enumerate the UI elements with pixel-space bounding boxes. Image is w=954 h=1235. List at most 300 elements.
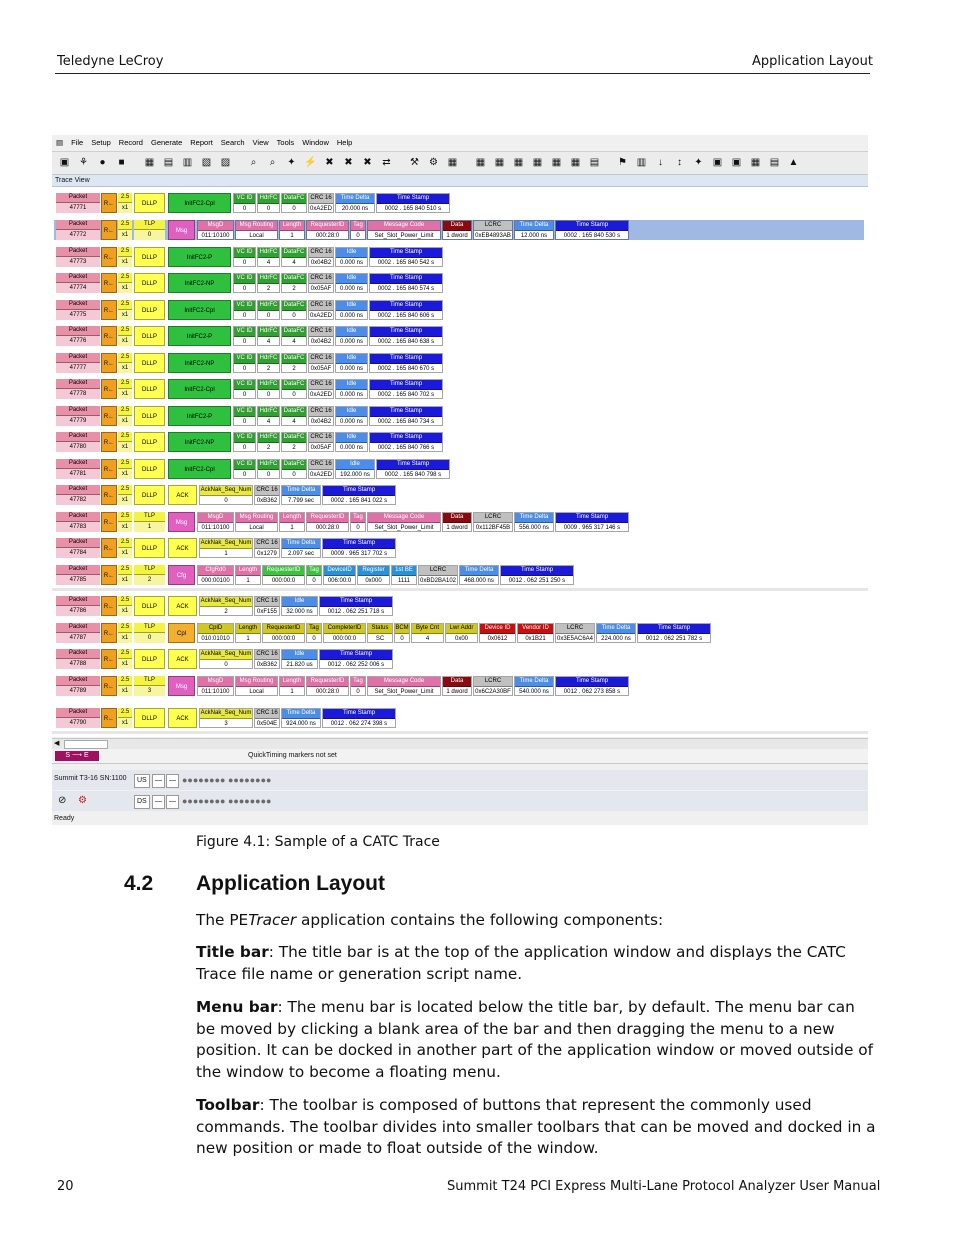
toolbar-icon[interactable]: ▦ — [570, 157, 581, 168]
header-left: Teledyne LeCroy — [57, 54, 164, 69]
trace-area — [52, 187, 868, 737]
field-cell — [335, 247, 368, 267]
field-cell-value: 0002 . 165 840 734 s — [370, 417, 442, 426]
field-cell — [322, 538, 396, 558]
field-cell-value: 0 — [395, 634, 409, 643]
field-cell-label: CRC 16 — [309, 433, 333, 443]
field-cell — [279, 676, 305, 696]
toolbar-icon[interactable]: ⚒ — [410, 157, 419, 168]
field-cell-label: Message Code — [368, 221, 440, 231]
field-cell — [322, 485, 396, 505]
field-cell — [257, 432, 280, 452]
field-cell-label: Time Stamp — [370, 433, 442, 443]
field-cell-value: 192.000 ns — [336, 470, 374, 479]
field-cell-label: CRC 16 — [255, 539, 279, 549]
field-cell — [376, 459, 450, 479]
field-cell-value: 556.000 ns — [515, 523, 553, 532]
field-cell-value: 0x0612 — [480, 634, 515, 643]
field-cell-label: HdrFC — [258, 301, 279, 311]
section-number: 4.2 — [124, 872, 154, 895]
packet-type: ACK — [168, 596, 197, 616]
field-cell-label: Vendor ID — [518, 624, 553, 634]
packet-number-label: Packet — [56, 353, 100, 363]
field-cell-value: 0 — [282, 204, 306, 213]
field-cell — [369, 432, 443, 452]
toolbar — [52, 151, 868, 175]
field-cell-value: 0 — [234, 284, 255, 293]
toolbar-icon[interactable]: ↓ — [658, 157, 663, 168]
direction-tag: R← — [101, 538, 117, 558]
menu-item-window[interactable]: Window — [302, 138, 329, 147]
field-cell-label: Time Stamp — [370, 248, 442, 258]
packet-kind-label: TLP — [134, 623, 165, 633]
toolbar-icon[interactable]: ⇄ — [382, 157, 391, 168]
field-cell-label: HdrFC — [258, 407, 279, 417]
field-cell — [257, 406, 280, 426]
link-speed — [118, 193, 132, 213]
lane-indicators: ●●●●●●●● ●●●●●●●● — [182, 775, 272, 785]
field-cell-label: Time Stamp — [370, 301, 442, 311]
trace-row[interactable] — [54, 406, 864, 426]
field-cell — [319, 596, 393, 616]
packet-type: InitFC2-NP — [168, 273, 231, 293]
packet-number-label: Packet — [56, 538, 100, 548]
field-cell-value: Set_Slot_Power_Limit — [368, 231, 440, 240]
field-cell — [306, 676, 349, 696]
toolbar-icon[interactable]: ▥ — [182, 157, 193, 168]
toolbar-icon[interactable]: ↕ — [677, 157, 682, 168]
link-speed-value: x1 — [118, 283, 132, 293]
toolbar-icon[interactable]: ▲ — [788, 157, 799, 168]
bus-view-upstream — [52, 770, 868, 790]
field-cell-value: 0 — [282, 390, 306, 399]
field-cell-label: Status — [368, 624, 392, 634]
toolbar-icon[interactable]: ▤ — [589, 157, 600, 168]
field-cell — [308, 273, 334, 293]
intro-italic: Tracer — [248, 911, 297, 929]
packet-number-value: 47773 — [56, 257, 100, 267]
field-cell — [257, 379, 280, 399]
scroll-thumb[interactable] — [64, 740, 108, 749]
toolbar-icon[interactable]: ■ — [118, 157, 125, 168]
field-cell — [281, 538, 321, 558]
field-cell-value: 1 — [236, 634, 260, 643]
link-speed-label: 2.5 — [118, 273, 132, 283]
menu-item-help[interactable]: Help — [336, 138, 353, 147]
packet-kind: DLLP — [134, 538, 165, 558]
field-cell — [257, 273, 280, 293]
field-cell — [442, 220, 472, 240]
field-cell-label: RequesterID — [307, 677, 348, 687]
field-cell-label: CRC 16 — [255, 650, 279, 660]
link-speed-label: 2.5 — [118, 379, 132, 389]
packet-number-label: Packet — [56, 512, 100, 522]
field-cell-label: CRC 16 — [309, 354, 333, 364]
trace-row[interactable] — [54, 379, 864, 399]
toolbar-icon[interactable]: ✖ — [325, 157, 334, 168]
field-cell — [394, 623, 410, 643]
trace-row[interactable] — [54, 432, 864, 452]
toolbar-icon[interactable]: ▦ — [144, 157, 155, 168]
toolbar-icon[interactable]: ⚑ — [618, 157, 627, 168]
packet-number-value: 47783 — [56, 522, 100, 532]
field-cell-label: Idle — [336, 460, 374, 470]
field-cell-value: 0 — [258, 390, 279, 399]
stop-icon[interactable]: ⊘ — [58, 795, 67, 806]
direction-tag: R← — [101, 459, 117, 479]
direction-tag: R← — [101, 406, 117, 426]
bus-label-ds: DS — [134, 795, 150, 809]
field-cell-label: CRC 16 — [309, 327, 333, 337]
trace-row[interactable] — [54, 326, 864, 346]
field-cell-label: Tag — [307, 566, 321, 576]
link-speed — [118, 273, 132, 293]
field-cell-value: 7.799 sec — [282, 496, 320, 505]
toolbar-icon[interactable]: ✦ — [287, 157, 296, 168]
field-cell-value: 0012 . 062 251 250 s — [501, 576, 573, 585]
toolbar-icon[interactable]: ⚘ — [79, 157, 88, 168]
field-cell-label: VC ID — [234, 274, 255, 284]
field-cell-value: 1 dword — [443, 687, 471, 696]
field-cell-value: 0 — [234, 443, 255, 452]
field-cell — [418, 565, 458, 585]
link-speed-label: 2.5 — [118, 565, 132, 575]
figure-caption: Figure 4.1: Sample of a CATC Trace — [196, 834, 440, 850]
field-cell-value: 4 — [282, 337, 306, 346]
field-cell — [281, 326, 307, 346]
field-cell-value: 0 — [307, 576, 321, 585]
field-cell — [350, 220, 366, 240]
field-cell-value: 0 — [234, 337, 255, 346]
trace-row[interactable] — [54, 247, 864, 267]
field-cell-label: Time Stamp — [377, 194, 449, 204]
field-cell-label: CRC 16 — [309, 301, 333, 311]
field-cell — [199, 538, 253, 558]
field-cell-label: BCM — [395, 624, 409, 634]
field-cell-label: HdrFC — [258, 327, 279, 337]
link-speed-value: x1 — [118, 495, 132, 505]
field-cell-value: 12.000 ns — [515, 231, 553, 240]
toolbar-icon[interactable]: ▣ — [712, 157, 723, 168]
trace-row[interactable] — [54, 649, 864, 669]
link-speed-value: x1 — [118, 659, 132, 669]
bus-label-us: US — [134, 774, 150, 788]
field-cell — [411, 623, 444, 643]
direction-tag: R← — [101, 676, 117, 696]
trace-row[interactable] — [54, 273, 864, 293]
trace-row[interactable] — [54, 596, 864, 616]
field-cell-label: Length — [280, 677, 304, 687]
trace-row[interactable] — [54, 565, 864, 585]
link-speed — [118, 353, 132, 373]
field-cell — [235, 565, 261, 585]
packet-number-label: Packet — [56, 379, 100, 389]
link-speed — [118, 432, 132, 452]
trace-row[interactable] — [54, 538, 864, 558]
field-cell-value: 1 — [200, 549, 252, 558]
field-cell-value: 1 — [280, 687, 304, 696]
toolbar-icon[interactable]: ⚡ — [304, 157, 317, 168]
trace-row[interactable] — [54, 193, 864, 213]
link-speed-value: x1 — [118, 522, 132, 532]
field-cell-value: 0x05AF — [310, 286, 332, 292]
menu-item-search[interactable]: Search — [220, 138, 245, 147]
toolbar-icon[interactable]: ⌕ — [250, 157, 257, 168]
field-cell-label: CRC 16 — [309, 460, 333, 470]
link-speed-value: x1 — [118, 469, 132, 479]
field-cell-label: Idle — [336, 327, 367, 337]
field-cell — [233, 432, 256, 452]
field-cell — [233, 379, 256, 399]
toolbar-icon[interactable]: ▣ — [59, 157, 70, 168]
field-cell — [257, 326, 280, 346]
field-cell-value: 000:00:0 — [324, 634, 365, 643]
field-cell-value: 0 — [307, 634, 321, 643]
field-cell — [257, 459, 280, 479]
toolbar-icon[interactable]: ▦ — [532, 157, 543, 168]
field-cell-label: Time Stamp — [556, 677, 628, 687]
field-cell-label: HdrFC — [258, 380, 279, 390]
packet-kind: DLLP — [134, 326, 165, 346]
marker-bar — [52, 749, 868, 764]
toolbar-icon[interactable]: ▤ — [163, 157, 174, 168]
field-cell-value: 0x04B2 — [310, 339, 332, 345]
field-cell-value: 000:00:0 — [263, 576, 304, 585]
toolbar-icon[interactable]: ▤ — [769, 157, 780, 168]
field-cell-value: 4 — [258, 337, 279, 346]
field-cell-value: 2 — [258, 364, 279, 373]
scroll-left-icon[interactable]: ◀ — [54, 740, 60, 747]
field-cell-value: 0xB362 — [256, 662, 278, 668]
field-cell — [323, 623, 366, 643]
field-cell-label: Idle — [336, 248, 367, 258]
trace-row[interactable] — [54, 300, 864, 320]
field-cell-value: 0 — [234, 204, 255, 213]
direction-tag: R← — [101, 432, 117, 452]
field-cell-value: 0xA2ED — [309, 472, 332, 478]
menu-item-generate[interactable]: Generate — [150, 138, 183, 147]
field-cell-label: Time Stamp — [638, 624, 710, 634]
field-cell-label: VC ID — [234, 248, 255, 258]
field-cell-value: Set_Slot_Power_Limit — [368, 687, 440, 696]
field-cell — [473, 512, 513, 532]
direction-tag: R← — [101, 649, 117, 669]
field-cell — [335, 300, 368, 320]
packet-kind: DLLP — [134, 300, 165, 320]
field-cell-label: Time Stamp — [501, 566, 573, 576]
toolbar-icon[interactable]: ▣ — [731, 157, 742, 168]
packet-type: ACK — [168, 708, 197, 728]
description: : The toolbar is composed of buttons that represent the commonly used commands. The toolbar divides into smaller toolbars that can be moved and docked in a new position or made to float outside of the window. — [196, 1096, 876, 1157]
menu-item-report[interactable]: Report — [190, 138, 213, 147]
field-cell-value: 0 — [234, 258, 255, 267]
field-cell-value: Local — [236, 523, 277, 532]
menu-item-view[interactable]: View — [252, 138, 269, 147]
toolbar-icon[interactable]: ⌕ — [269, 157, 276, 168]
field-cell-value: 0 — [200, 660, 252, 669]
page-number: 20 — [57, 1179, 74, 1194]
field-cell-value: 000:00100 — [198, 576, 233, 585]
trace-row[interactable] — [54, 485, 864, 505]
field-cell-label: HdrFC — [258, 248, 279, 258]
field-cell — [233, 326, 256, 346]
field-cell — [281, 353, 307, 373]
toolbar-icon[interactable]: ▦ — [551, 157, 562, 168]
trace-row[interactable] — [54, 512, 864, 532]
field-cell-label: Lwr Addr — [446, 624, 477, 634]
toolbar-icon[interactable]: ▦ — [447, 157, 458, 168]
field-cell-value: 4 — [258, 258, 279, 267]
toolbar-icon[interactable]: ▦ — [475, 157, 486, 168]
link-speed-label: 2.5 — [118, 459, 132, 469]
toolbar-icon[interactable]: ✖ — [363, 157, 372, 168]
packet-type: InitFC2-NP — [168, 432, 231, 452]
packet-number — [56, 353, 100, 373]
trace-row[interactable] — [54, 676, 864, 696]
field-cell — [235, 220, 278, 240]
toolbar-icon[interactable]: ▦ — [513, 157, 524, 168]
field-cell-value: Set_Slot_Power_Limit — [368, 523, 440, 532]
field-cell — [281, 649, 318, 669]
toolbar-icon[interactable]: ▦ — [750, 157, 761, 168]
link-speed — [118, 708, 132, 728]
trace-row[interactable] — [54, 708, 864, 728]
field-cell-label: Time Delta — [336, 194, 374, 204]
trace-row[interactable] — [54, 220, 864, 240]
bus-view-downstream — [52, 791, 868, 811]
field-cell — [281, 379, 307, 399]
field-cell-value: Local — [236, 687, 277, 696]
bus-dash: — — [152, 774, 165, 788]
field-cell-label: VC ID — [234, 354, 255, 364]
field-cell — [369, 273, 443, 293]
link-speed — [118, 220, 132, 240]
field-cell-value: 0x504E — [256, 721, 278, 727]
field-cell — [281, 247, 307, 267]
packet-number-value: 47782 — [56, 495, 100, 505]
field-cell-label: RequesterID — [307, 513, 348, 523]
field-cell-label: Time Stamp — [323, 709, 395, 719]
field-cell-value: 000:28:0 — [307, 523, 348, 532]
field-cell-value: 2 — [200, 607, 252, 616]
link-speed-value: x1 — [118, 416, 132, 426]
toolbar-icon[interactable]: ▥ — [636, 157, 647, 168]
field-cell — [445, 623, 478, 643]
field-cell — [199, 596, 253, 616]
field-cell-value: 4 — [282, 417, 306, 426]
packet-number-label: Packet — [56, 708, 100, 718]
field-cell-value: 0 — [234, 390, 255, 399]
packet-kind-label: TLP — [134, 512, 165, 522]
trace-row[interactable] — [54, 623, 864, 643]
field-cell-value: 0.000 ns — [336, 337, 367, 346]
field-cell-label: VC ID — [234, 194, 255, 204]
toolbar-icon[interactable]: ● — [99, 157, 106, 168]
field-cell — [281, 708, 321, 728]
field-cell-label: VC ID — [234, 433, 255, 443]
field-cell-label: Time Stamp — [370, 380, 442, 390]
device-label: Summit T3-16 SN:1100 — [54, 775, 127, 782]
field-cell-value: 0.000 ns — [336, 258, 367, 267]
field-cell-value: 1 dword — [443, 231, 471, 240]
field-cell — [514, 512, 554, 532]
field-cell-label: Data — [443, 677, 471, 687]
field-cell-value: 0 — [234, 311, 255, 320]
field-cell — [500, 565, 574, 585]
app-menu-icon[interactable]: ▤ — [56, 138, 64, 147]
link-speed-label: 2.5 — [118, 596, 132, 606]
packet-number — [56, 300, 100, 320]
packet-type: Msg — [168, 220, 195, 240]
toolbar-icon[interactable]: ▧ — [201, 157, 212, 168]
field-cell-label: DataFC — [282, 354, 306, 364]
packet-number-label: Packet — [56, 623, 100, 633]
field-cell-label: CRC 16 — [255, 597, 279, 607]
field-cell-label: Time Stamp — [370, 407, 442, 417]
menu-item-file[interactable]: File — [71, 138, 84, 147]
field-cell — [199, 708, 253, 728]
field-cell — [367, 512, 441, 532]
field-cell-label: VC ID — [234, 380, 255, 390]
start-end-marker-button[interactable]: S ⟶ E — [55, 751, 99, 761]
packet-number-label: Packet — [56, 326, 100, 336]
packet-type: InitFC2-P — [168, 326, 231, 346]
toolbar-icon[interactable]: ⚙ — [429, 157, 438, 168]
trace-row[interactable] — [54, 353, 864, 373]
field-cell-label: HdrFC — [258, 460, 279, 470]
field-cell — [279, 220, 305, 240]
field-cell — [369, 353, 443, 373]
field-cell-value: 0x05AF — [310, 445, 332, 451]
packet-kind — [134, 512, 165, 532]
packet-kind — [134, 623, 165, 643]
field-cell-value: 0xBD2BA102 — [419, 578, 457, 584]
field-cell-label: Length — [280, 221, 304, 231]
packet-number-value: 47788 — [56, 659, 100, 669]
field-cell — [235, 676, 278, 696]
field-cell-label: RequesterID — [263, 624, 304, 634]
packet-number — [56, 538, 100, 558]
field-cell — [281, 273, 307, 293]
field-cell — [391, 565, 417, 585]
menu-item-record[interactable]: Record — [118, 138, 143, 147]
record-icon[interactable]: ⚙ — [78, 795, 87, 806]
trace-row[interactable] — [54, 459, 864, 479]
packet-type: InitFC2-Cpl — [168, 379, 231, 399]
trace-view-title: Trace View — [52, 175, 868, 187]
menu-item-setup[interactable]: Setup — [91, 138, 111, 147]
packet-number — [56, 623, 100, 643]
field-cell — [197, 512, 234, 532]
field-cell-label: HdrFC — [258, 433, 279, 443]
toolbar-icon[interactable]: ▨ — [220, 157, 231, 168]
menu-item-tools[interactable]: Tools — [276, 138, 295, 147]
field-cell-label: Tag — [307, 624, 321, 634]
link-speed — [118, 247, 132, 267]
field-cell — [367, 676, 441, 696]
field-cell — [197, 623, 234, 643]
field-cell-label: DataFC — [282, 433, 306, 443]
field-cell — [367, 220, 441, 240]
toolbar-icon[interactable]: ✦ — [694, 157, 703, 168]
toolbar-icon[interactable]: ▦ — [494, 157, 505, 168]
field-cell-value: 1111 — [392, 576, 416, 585]
horizontal-scrollbar[interactable] — [52, 738, 868, 749]
field-cell-label: DataFC — [282, 327, 306, 337]
field-cell — [262, 623, 305, 643]
toolbar-paragraph — [196, 1095, 876, 1160]
toolbar-icon[interactable]: ✖ — [344, 157, 353, 168]
